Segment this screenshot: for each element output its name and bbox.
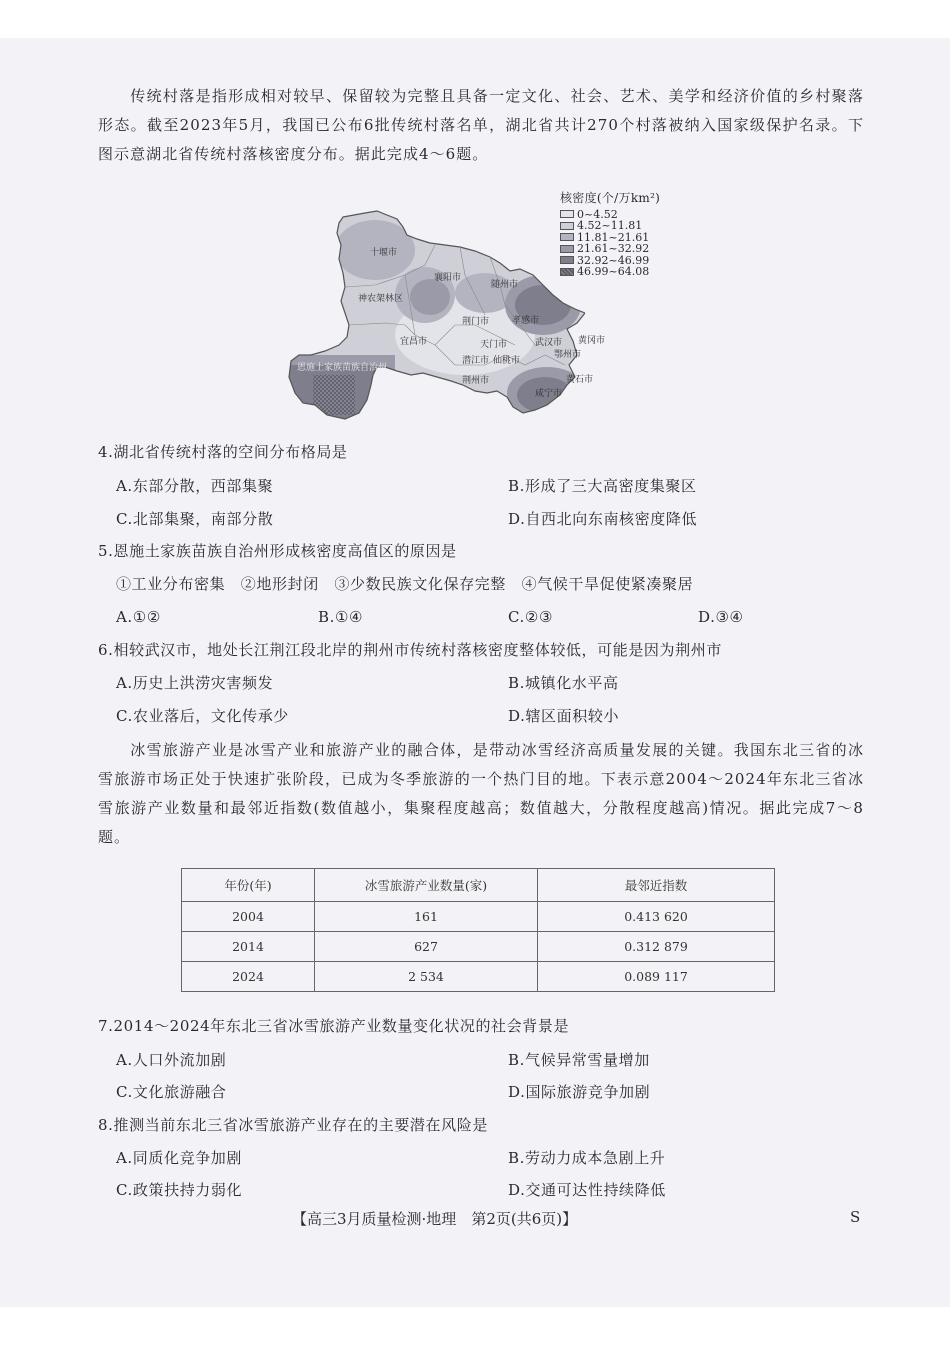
intro-paragraph-4-6 — [98, 82, 864, 169]
map-label-tianmen: 天门市 — [480, 340, 508, 350]
table-header: 冰雪旅游产业数量(家) — [315, 869, 538, 902]
table-cell: 627 — [315, 932, 538, 962]
table-cell: 2004 — [182, 902, 315, 932]
question-7-stem: 7.2014～2024年东北三省冰雪旅游产业数量变化状况的社会背景是 — [98, 1017, 570, 1035]
q7-option-b[interactable]: B.气候异常雪量增加 — [508, 1051, 650, 1069]
table-header: 最邻近指数 — [538, 869, 775, 902]
intro-text: 冰雪旅游产业是冰雪产业和旅游产业的融合体，是带动冰雪经济高质量发展的关键。我国东北三省的冰雪旅游市场正处于快速扩张阶段，已成为冬季旅游的一个热门目的地。下表示意2004～2024年东北三省冰雪旅游产业数量和最邻近指数(数值越小，集聚程度越高；数值越大，分散程度越高)情况。据此完成7～8题。 — [98, 741, 864, 846]
table-cell: 0.089 117 — [538, 962, 775, 992]
page-code: S — [850, 1208, 861, 1226]
q4-option-a[interactable]: A.东部分散，西部集聚 — [116, 477, 274, 495]
question-8-stem: 8.推测当前东北三省冰雪旅游产业存在的主要潜在风险是 — [98, 1116, 488, 1134]
q5-option-b[interactable]: B.①④ — [318, 608, 364, 626]
legend-swatch — [560, 210, 574, 218]
table-header-row — [182, 869, 775, 902]
legend-label: 11.81~21.61 — [577, 230, 650, 244]
ice-snow-tourism-table — [181, 868, 775, 992]
legend-swatch — [560, 222, 574, 230]
q5-option-a[interactable]: A.①② — [116, 608, 161, 626]
q7-option-d[interactable]: D.国际旅游竞争加剧 — [508, 1083, 651, 1101]
map-label-wuhan: 武汉市 — [535, 338, 563, 348]
q5-option-d[interactable]: D.③④ — [698, 608, 744, 626]
map-label-xiangyang: 襄阳市 — [434, 273, 462, 283]
legend-swatch — [560, 233, 574, 241]
question-6-stem: 6.相较武汉市，地处长江荆江段北岸的荆州市传统村落核密度整体较低，可能是因为荆州市 — [98, 641, 722, 659]
q4-option-c[interactable]: C.北部集聚，南部分散 — [116, 510, 274, 528]
intro-text: 传统村落是指形成相对较早、保留较为完整且具备一定文化、社会、艺术、美学和经济价值的乡村聚落形态。截至2023年5月，我国已公布6批传统村落名单，湖北省共计270个村落被纳入国家级保护名录。下图示意湖北省传统村落核密度分布。据此完成4～6题。 — [98, 87, 864, 163]
q5-items: ①工业分布密集 ②地形封闭 ③少数民族文化保存完整 ④气候干旱促使紧凑聚居 — [116, 575, 694, 593]
map-label-yichang: 宜昌市 — [400, 337, 428, 347]
table-cell: 0.312 879 — [538, 932, 775, 962]
legend-row — [560, 243, 680, 255]
table-cell: 0.413 620 — [538, 902, 775, 932]
map-label-huangshi: 黄石市 — [566, 375, 594, 385]
legend-label: 46.99~64.08 — [577, 265, 650, 278]
legend-label: 21.61~32.92 — [577, 242, 650, 255]
map-label-suizhou: 随州市 — [491, 280, 519, 290]
q4-option-b[interactable]: B.形成了三大高密度集聚区 — [508, 477, 697, 495]
map-label-xiaogan: 孝感市 — [512, 316, 540, 326]
intro-paragraph-7-8 — [98, 736, 864, 852]
legend-swatch — [560, 256, 574, 264]
q8-option-a[interactable]: A.同质化竞争加剧 — [116, 1149, 243, 1167]
table-cell: 161 — [315, 902, 538, 932]
q8-option-c[interactable]: C.政策扶持力弱化 — [116, 1181, 243, 1199]
q4-option-d[interactable]: D.自西北向东南核密度降低 — [508, 510, 698, 528]
legend-title: 核密度(个/万km²) — [560, 191, 661, 205]
table-header: 年份(年) — [182, 869, 315, 902]
legend-swatch — [560, 268, 574, 276]
table-cell: 2 534 — [315, 962, 538, 992]
map-legend — [560, 193, 680, 278]
table-cell: 2024 — [182, 962, 315, 992]
legend-label: 32.92~46.99 — [577, 253, 650, 267]
table-cell: 2014 — [182, 932, 315, 962]
map-label-xiantao: 仙桃市 — [493, 356, 521, 366]
legend-label: 0~4.52 — [577, 207, 618, 221]
table-row — [182, 962, 775, 992]
map-label-ezhou: 鄂州市 — [554, 350, 582, 360]
question-4-stem: 4.湖北省传统村落的空间分布格局是 — [98, 443, 348, 461]
q6-option-a[interactable]: A.历史上洪涝灾害频发 — [116, 674, 274, 692]
legend-row — [560, 266, 680, 278]
map-label-enshi: 恩施土家族苗族自治州 — [297, 363, 388, 373]
q6-option-b[interactable]: B.城镇化水平高 — [508, 674, 619, 692]
legend-swatch — [560, 245, 574, 253]
table-row — [182, 932, 775, 962]
page-footer: 【高三3月质量检测·地理 第2页(共6页)】 — [292, 1210, 578, 1228]
map-label-huanggang: 黄冈市 — [578, 336, 606, 346]
q8-option-b[interactable]: B.劳动力成本急剧上升 — [508, 1149, 666, 1167]
map-label-shiyan: 十堰市 — [370, 248, 398, 258]
map-label-shennongjia: 神农架林区 — [358, 294, 404, 304]
map-label-jingmen: 荆门市 — [462, 317, 490, 327]
map-label-qianjiang: 潜江市 — [462, 356, 490, 366]
q8-option-d[interactable]: D.交通可达性持续降低 — [508, 1181, 666, 1199]
q7-option-a[interactable]: A.人口外流加剧 — [116, 1051, 227, 1069]
q6-option-d[interactable]: D.辖区面积较小 — [508, 707, 620, 725]
q5-option-c[interactable]: C.②③ — [508, 608, 554, 626]
table-row — [182, 902, 775, 932]
map-label-xianning: 咸宁市 — [535, 389, 563, 399]
q6-option-c[interactable]: C.农业落后，文化传承少 — [116, 707, 289, 725]
q7-option-c[interactable]: C.文化旅游融合 — [116, 1083, 227, 1101]
legend-row — [560, 220, 680, 232]
question-5-stem: 5.恩施土家族苗族自治州形成核密度高值区的原因是 — [98, 542, 457, 560]
legend-label: 4.52~11.81 — [577, 219, 643, 232]
map-label-jingzhou: 荆州市 — [462, 376, 490, 386]
